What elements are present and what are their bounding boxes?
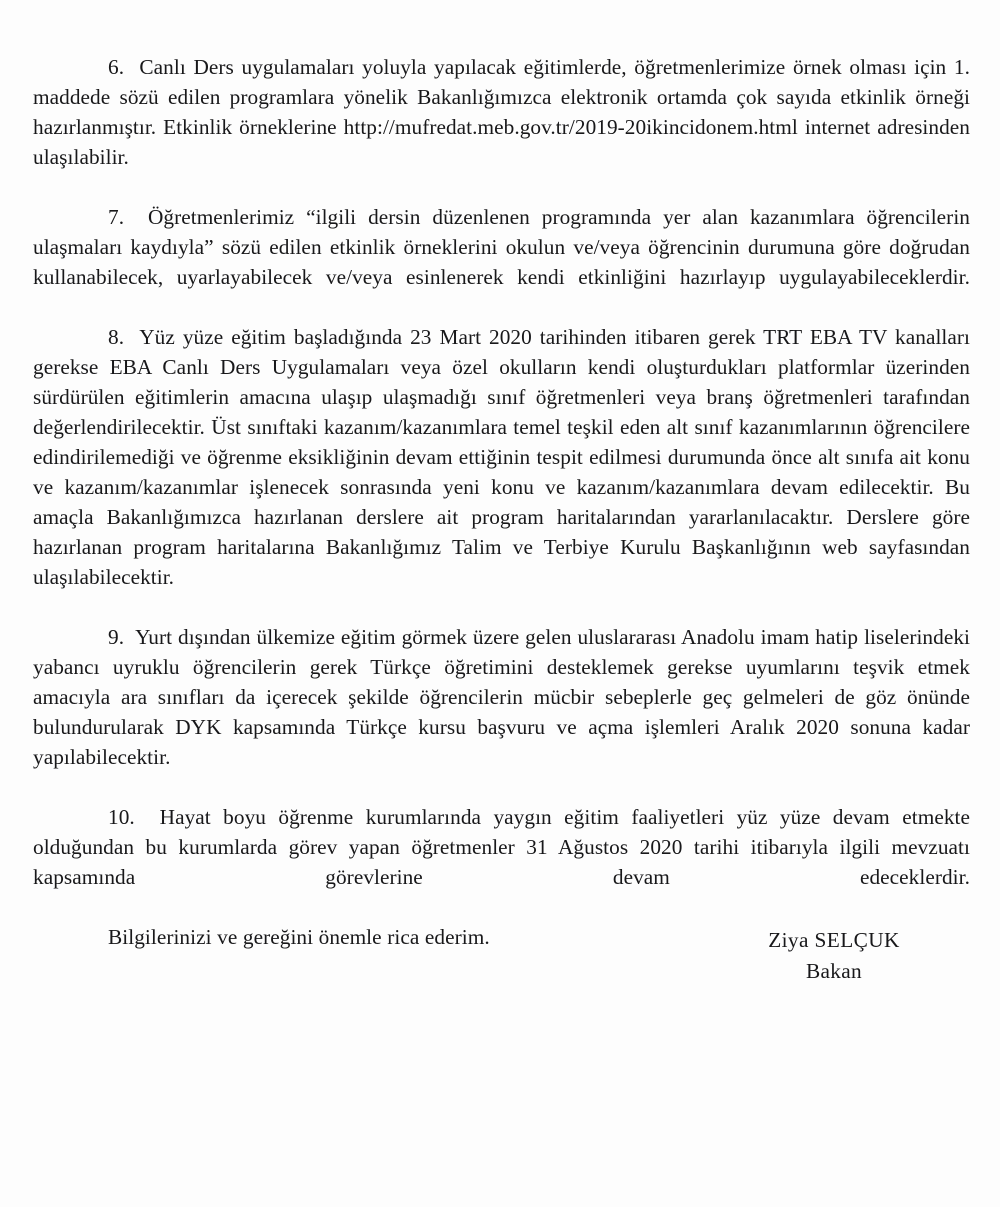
paragraph-6: 6. Canlı Ders uygulamaları yoluyla yapılacak eğitimlerde, öğretmenlerimize örnek olması için 1. maddede sözü edilen programlara yönelik Bakanlığımızca elektronik ortamda çok sayıda etkinlik örneği hazırlanmıştır. Etkinlik örneklerine http://mufredat.meb.gov.tr/2019-20ikincidonem.html internet adresinden ulaşılabilir. [33,55,970,169]
paragraph-10: 10. Hayat boyu öğrenme kurumlarında yaygın eğitim faaliyetleri yüz yüze devam etmekte olduğundan bu kurumlarda görev yapan öğretmenler 31 Ağustos 2020 tarihi itibarıyla ilgili mevzuatı kapsamında görevlerine devam edeceklerdir. [33,805,970,889]
signatory-title: Bakan [806,959,862,983]
closing-line: Bilgilerinizi ve gereğini önemle rica ederim. [108,925,490,949]
paragraph-7: 7. Öğretmenlerimiz “ilgili dersin düzenlenen programında yer alan kazanımlara öğrencilerin ulaşmaları kaydıyla” sözü edilen etkinlik örneklerini okulun ve/veya öğrencinin durumuna göre doğrudan kullanabilecek, uyarlayabilecek ve/veya esinlenerek kendi etkinliğini hazırlayıp uygulayabileceklerdir. [33,205,970,289]
paragraph-9: 9. Yurt dışından ülkemize eğitim görmek üzere gelen uluslararası Anadolu imam hatip liselerindeki yabancı uyruklu öğrencilerin gerek Türkçe öğretimini desteklemek gerekse uyumlarını teşvik etmek amacıyla ara sınıfları da içerecek şekilde öğrencilerin mücbir sebeplerle geç gelmeleri de göz önünde bulundurularak DYK kapsamında Türkçe kursu başvuru ve açma işlemleri Aralık 2020 sonuna kadar yapılabilecektir. [33,625,970,769]
document-body [33,52,970,952]
signature-block [700,925,968,987]
signatory-name: Ziya SELÇUK [768,928,900,952]
paragraph-8: 8. Yüz yüze eğitim başladığında 23 Mart 2020 tarihinden itibaren gerek TRT EBA TV kanalları gerekse EBA Canlı Ders Uygulamaları veya özel okulların kendi oluşturdukları platformlar üzerinden sürdürülen eğitimlerin amacına ulaşıp ulaşmadığı sınıf öğretmenleri veya branş öğretmenleri tarafından değerlendirilecektir. Üst sınıftaki kazanım/kazanımlara temel teşkil eden alt sınıf kazanımlarının öğrencilere edindirilemediği ve öğrenme eksikliğinin devam ettiğinin tespit edilmesi durumunda önce alt sınıfa ait konu ve kazanım/kazanımlar işlenecek sonrasında yeni konu ve kazanım/kazanımlara devam edilecektir. Bu amaçla Bakanlığımızca hazırlanan derslere ait program haritalarından yararlanılacaktır. Derslere göre hazırlanan program haritalarına Bakanlığımız Talim ve Terbiye Kurulu Başkanlığının web sayfasından ulaşılabilecektir. [33,325,970,589]
